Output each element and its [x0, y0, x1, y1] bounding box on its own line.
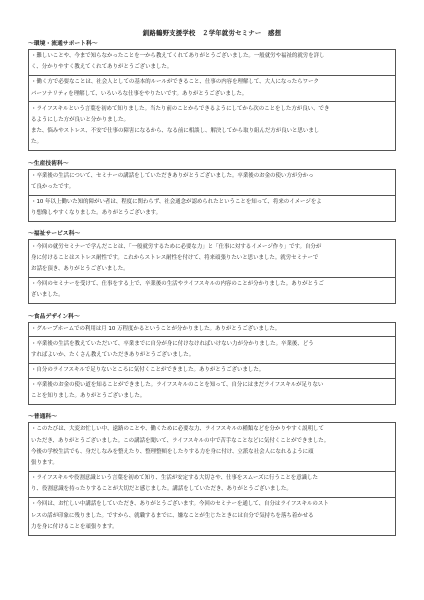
document-title: 釧路鶴野支援学校 ２学年就労セミナー 感想: [142, 29, 282, 37]
section-heading: ～環境・流通サポート科～: [28, 41, 98, 47]
comment-text-line: ・今回は、お忙しい中講話をしていただき、ありがとうございます。今回のセミナーを通して、自分はライフスキルのスト: [31, 501, 329, 508]
comments-table: [28, 169, 396, 222]
comment-text-line: お話を頂き、ありがとうございました。: [31, 266, 129, 273]
comment-cell: [29, 322, 396, 337]
table-row: [29, 471, 396, 497]
table-row: [29, 423, 396, 472]
comment-text-line: ・グループホームでの利用は月 10 万程度かるということが分かりました。ありがとうございました。: [31, 325, 281, 332]
comment-cell: [29, 76, 396, 102]
comment-cell: [29, 423, 396, 472]
section: [28, 414, 396, 535]
comment-text-line: ・自分のライフスキルで足りないところに気付くことができました。ありがとうございました。: [31, 366, 265, 373]
table-row: [29, 195, 396, 221]
section-heading: ～食品デザイン科～: [28, 313, 80, 320]
table-row: [29, 378, 396, 404]
comment-cell: [29, 50, 396, 76]
comments-table: [28, 239, 396, 304]
comment-text-line: すればよいか、たくさん教えていただきありがとうございました。: [31, 351, 195, 358]
table-row: [29, 498, 396, 535]
section-heading: ～普通科～: [28, 414, 57, 421]
comment-text-line: ・難しいことや、今まで知らなかったことを一から教えてくれてありがとうございました。一般就労や福祉的就労を詳し: [31, 53, 325, 60]
comment-text-line: パーソナリティを理解して、いろいろな仕事をやりたいです。ありがとうございました。: [31, 90, 248, 97]
comment-text-line: ・今回のセミナーを受けて、仕事をする上で、卒業後の生活やライフスキルの内容のことが分かりました。ありがとうご: [31, 281, 324, 288]
comment-cell: [29, 195, 396, 221]
comment-cell: [29, 337, 396, 363]
comment-text-line: また、悩みやストレス、不安で仕事の障害になるから、なる前に相談し、解決してから取り組んだ方が良いと思いまし: [31, 128, 320, 135]
table-row: [29, 240, 396, 277]
section: [28, 161, 396, 222]
comment-text-line: 力を身に付けることを頑張ります。: [31, 523, 118, 530]
section-heading: ～生産技術科～: [28, 160, 69, 167]
comment-cell: [29, 102, 396, 151]
comment-text-line: た。: [31, 139, 42, 146]
comment-text-line: り想像しやすくなりました。ありがとうございます。: [31, 210, 162, 217]
comment-cell: [29, 169, 396, 195]
table-row: [29, 363, 396, 378]
comment-cell: [29, 277, 396, 303]
section-heading: ～福祉サービス科～: [28, 231, 81, 238]
table-row: [29, 277, 396, 303]
comments-table: [28, 322, 396, 405]
section: [28, 231, 396, 304]
comment-text-line: ざいました。: [31, 292, 64, 299]
comment-text-line: り、役割意識を持ったりすることが大切だと感じました。講話をしていただき、ありがとうございました。: [31, 486, 292, 493]
comment-text-line: て良かったです。: [31, 184, 75, 191]
comment-text-line: ・働く方で必要なことは、社会人としての基本的ルールができること、仕事の内容を理解して、大人になったらワーク: [31, 79, 319, 86]
comment-cell: [29, 498, 396, 535]
comment-text-line: ・今回の就労セミナーで学んだことは、「一般就労するために必要な力」と「仕事に対するイメージ作り」です。自分が: [31, 243, 322, 250]
comment-text-line: ・このたびは、大変お忙しい中、遠路のことや、働くために必要な力、ライフスキルの種類などを分かりやすく説明して: [31, 426, 324, 433]
comment-text-line: 今後の学校生活でも、身だしなみを整えたり、整理整頓をしたりする力を身に付け、立派な社会人になれるように頑: [31, 448, 314, 455]
comment-text-line: いただき、ありがとうございました。この講話を聞いて、ライフスキルの中で苦手なことなどに気付くことができました。: [31, 437, 330, 444]
table-row: [29, 169, 396, 195]
comment-cell: [29, 471, 396, 497]
comments-table: [28, 49, 396, 151]
comment-text-line: るようにした方が良いと分かりました。: [31, 116, 129, 123]
table-row: [29, 76, 396, 102]
comment-text-line: レスの話が印象に残りました。ですから、就職するまでに、嫌なことが生じたときには自分で気持ちを落ち着かせる: [31, 512, 314, 519]
comment-text-line: 身に付けることはストレス耐性です。これからストレス耐性を付けて、将来頑張りたいと思いました。就労セミナーで: [31, 254, 319, 261]
comment-text-line: ・10 年以上働いた知的障がい者は、程度に関わらず、社会通念が認められたということを知って、将来のイメージをよ: [31, 198, 322, 205]
comment-text-line: ・卒業後のお金の使い道を知ることができました。ライフスキルのことを知って、自分にはまだライフスキルが足りない: [31, 381, 324, 388]
comment-text-line: ・卒業後の生活について、セミナーの講話をしていただきありがとうございました。卒業後のお金の使い方が分かっ: [31, 172, 314, 179]
comment-cell: [29, 378, 396, 404]
comment-text-line: ・ライフスキルや役割意識という言葉を初めて知り、生活が安定する大切さや、仕事をスムーズに行うことを意識した: [31, 475, 318, 482]
table-row: [29, 337, 396, 363]
comments-table: [28, 422, 396, 535]
comment-cell: [29, 240, 396, 277]
comment-text-line: ことを知りました。ありがとうございました。: [31, 393, 146, 399]
comment-text-line: ・卒業後の生活を教えていただいて、卒業までに自分が身に付けなければいけない力が分かりました。卒業後、どう: [31, 340, 314, 347]
comment-text-line: く、分かりやすく教えてくれてありがとうございました。: [31, 64, 173, 71]
sections-container: [28, 41, 396, 536]
table-row: [29, 102, 396, 151]
table-row: [29, 50, 396, 76]
comment-text-line: ・ライフスキルという言葉を初めて知りました。当たり前のことからできるようにしてから次のことをした方が良い、でき: [31, 105, 330, 112]
section: [28, 314, 396, 405]
section: [28, 41, 396, 151]
comment-text-line: 張ります。: [31, 460, 58, 467]
comment-cell: [29, 363, 396, 378]
table-row: [29, 322, 396, 337]
